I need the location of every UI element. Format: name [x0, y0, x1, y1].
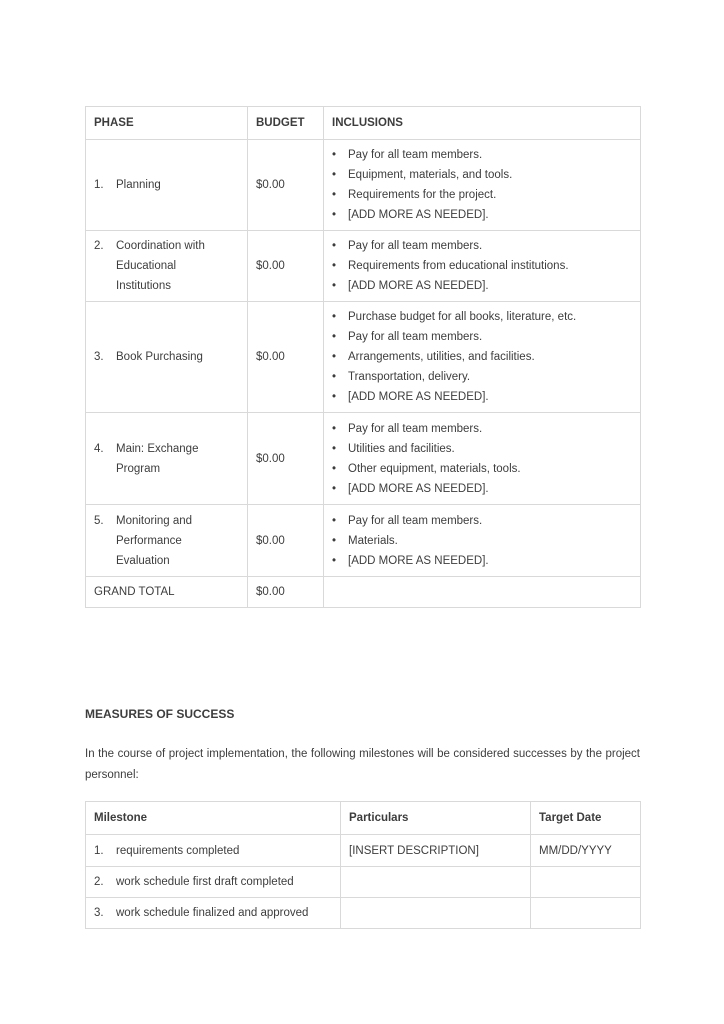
grand-total-amount: $0.00: [248, 577, 324, 608]
phase-cell: [86, 413, 248, 505]
phase-name: Planning: [116, 179, 161, 191]
bullet-icon: •: [332, 534, 337, 547]
inclusion-text: Requirements for the project.: [348, 189, 497, 201]
inclusion-text: Materials.: [348, 534, 398, 547]
bullet-icon: •: [332, 391, 337, 403]
milestone-text: work schedule finalized and approved: [116, 907, 309, 919]
inclusion-text: [ADD MORE AS NEEDED].: [348, 482, 489, 495]
particulars-cell: [341, 898, 531, 929]
bullet-item: [332, 327, 632, 347]
bullet-icon: •: [332, 149, 337, 161]
bullet-icon: •: [332, 371, 337, 383]
bullet-item: [332, 511, 632, 531]
document-content: [85, 0, 640, 929]
milestone-cell: [86, 867, 341, 898]
target-date-cell: [531, 898, 641, 929]
phase-number: 4.: [94, 442, 104, 455]
bullet-icon: •: [332, 482, 337, 495]
bullet-item: [332, 551, 632, 571]
bullet-icon: •: [332, 189, 337, 201]
budget-row-planning: [86, 140, 641, 231]
inclusions-cell: [324, 505, 641, 577]
inclusion-text: [ADD MORE AS NEEDED].: [348, 391, 489, 403]
budget-row-exchange-program: [86, 413, 641, 505]
bullet-item: [332, 479, 632, 499]
phase-cell: [86, 505, 248, 577]
milestones-header-particulars: Particulars: [341, 802, 531, 835]
bullet-item: [332, 205, 632, 225]
phase-number: 5.: [94, 514, 104, 527]
inclusion-text: Requirements from educational institutions.: [348, 260, 569, 272]
milestones-table: [85, 801, 641, 929]
grand-total-row: [86, 577, 641, 608]
bullet-item: [332, 145, 632, 165]
budget-table: [85, 106, 641, 608]
phase-number: 2.: [94, 240, 104, 252]
milestone-number: 3.: [94, 907, 104, 919]
phase-cell: [86, 231, 248, 302]
phase-name: Monitoring and Performance Evaluation: [116, 514, 193, 567]
phase-name: Coordination with Educational Institutions: [116, 240, 205, 292]
bullet-item: [332, 459, 632, 479]
bullet-item: [332, 439, 632, 459]
bullet-icon: •: [332, 351, 337, 363]
bullet-item: [332, 387, 632, 407]
budget-row-monitoring: [86, 505, 641, 577]
bullet-icon: •: [332, 240, 337, 252]
inclusions-cell: [324, 413, 641, 505]
inclusions-cell: [324, 231, 641, 302]
budget-table-header-inclusions: INCLUSIONS: [324, 107, 641, 140]
phase-cell: [86, 140, 248, 231]
bullet-icon: •: [332, 514, 337, 527]
inclusion-text: Pay for all team members.: [348, 331, 483, 343]
bullet-icon: •: [332, 462, 337, 475]
bullet-item: [332, 256, 632, 276]
particulars-cell: [INSERT DESCRIPTION]: [341, 835, 531, 867]
measures-heading: MEASURES OF SUCCESS: [85, 707, 235, 721]
bullet-item: [332, 367, 632, 387]
inclusion-text: Purchase budget for all books, literature, etc.: [348, 311, 577, 323]
inclusion-text: [ADD MORE AS NEEDED].: [348, 209, 489, 221]
inclusion-text: Transportation, delivery.: [348, 371, 471, 383]
milestones-header-row: [86, 802, 641, 835]
milestone-cell: [86, 835, 341, 867]
budget-row-coordination: [86, 231, 641, 302]
bullet-item: [332, 236, 632, 256]
inclusion-text: Utilities and facilities.: [348, 442, 455, 455]
inclusion-text: Other equipment, materials, tools.: [348, 462, 521, 475]
inclusion-text: Arrangements, utilities, and facilities.: [348, 351, 535, 363]
budget-cell: $0.00: [248, 302, 324, 413]
bullet-item: [332, 276, 632, 296]
inclusions-cell: [324, 140, 641, 231]
milestone-number: 2.: [94, 876, 104, 888]
inclusions-cell: [324, 302, 641, 413]
inclusion-text: Pay for all team members.: [348, 149, 483, 161]
bullet-icon: •: [332, 260, 337, 272]
target-date-cell: [531, 867, 641, 898]
bullet-icon: •: [332, 169, 337, 181]
phase-cell: [86, 302, 248, 413]
phase-name: Book Purchasing: [116, 351, 203, 363]
milestone-cell: [86, 898, 341, 929]
bullet-item: [332, 531, 632, 551]
bullet-icon: •: [332, 311, 337, 323]
measures-intro: In the course of project implementation, the following milestones will be considered successes by the project personnel:: [85, 748, 640, 781]
grand-total-label: GRAND TOTAL: [86, 577, 248, 608]
milestone-text: requirements completed: [116, 844, 240, 857]
bullet-icon: •: [332, 331, 337, 343]
milestones-header-milestone: Milestone: [86, 802, 341, 835]
budget-cell: $0.00: [248, 140, 324, 231]
bullet-icon: •: [332, 209, 337, 221]
inclusion-text: Equipment, materials, and tools.: [348, 169, 513, 181]
budget-table-header-row: [86, 107, 641, 140]
bullet-item: [332, 185, 632, 205]
inclusion-text: Pay for all team members.: [348, 514, 483, 527]
milestone-number: 1.: [94, 844, 104, 857]
bullet-item: [332, 347, 632, 367]
inclusion-text: Pay for all team members.: [348, 240, 483, 252]
budget-table-header-budget: BUDGET: [248, 107, 324, 140]
milestone-row-finalized: [86, 898, 641, 929]
budget-table-header-phase: PHASE: [86, 107, 248, 140]
bullet-icon: •: [332, 554, 337, 567]
grand-total-empty-cell: [324, 577, 641, 608]
particulars-cell: [341, 867, 531, 898]
phase-name: Main: Exchange Program: [116, 442, 199, 475]
budget-cell: $0.00: [248, 505, 324, 577]
phase-number: 3.: [94, 351, 104, 363]
inclusion-text: [ADD MORE AS NEEDED].: [348, 280, 489, 292]
inclusion-text: [ADD MORE AS NEEDED].: [348, 554, 489, 567]
inclusion-text: Pay for all team members.: [348, 422, 483, 435]
bullet-item: [332, 419, 632, 439]
milestones-header-target-date: Target Date: [531, 802, 641, 835]
phase-number: 1.: [94, 179, 104, 191]
bullet-item: [332, 165, 632, 185]
budget-cell: $0.00: [248, 413, 324, 505]
bullet-icon: •: [332, 422, 337, 435]
bullet-item: [332, 307, 632, 327]
target-date-cell: MM/DD/YYYY: [531, 835, 641, 867]
budget-row-book-purchasing: [86, 302, 641, 413]
budget-cell: $0.00: [248, 231, 324, 302]
milestone-text: work schedule first draft completed: [116, 876, 294, 888]
milestone-row-requirements: [86, 835, 641, 867]
bullet-icon: •: [332, 442, 337, 455]
bullet-icon: •: [332, 280, 337, 292]
milestone-row-first-draft: [86, 867, 641, 898]
